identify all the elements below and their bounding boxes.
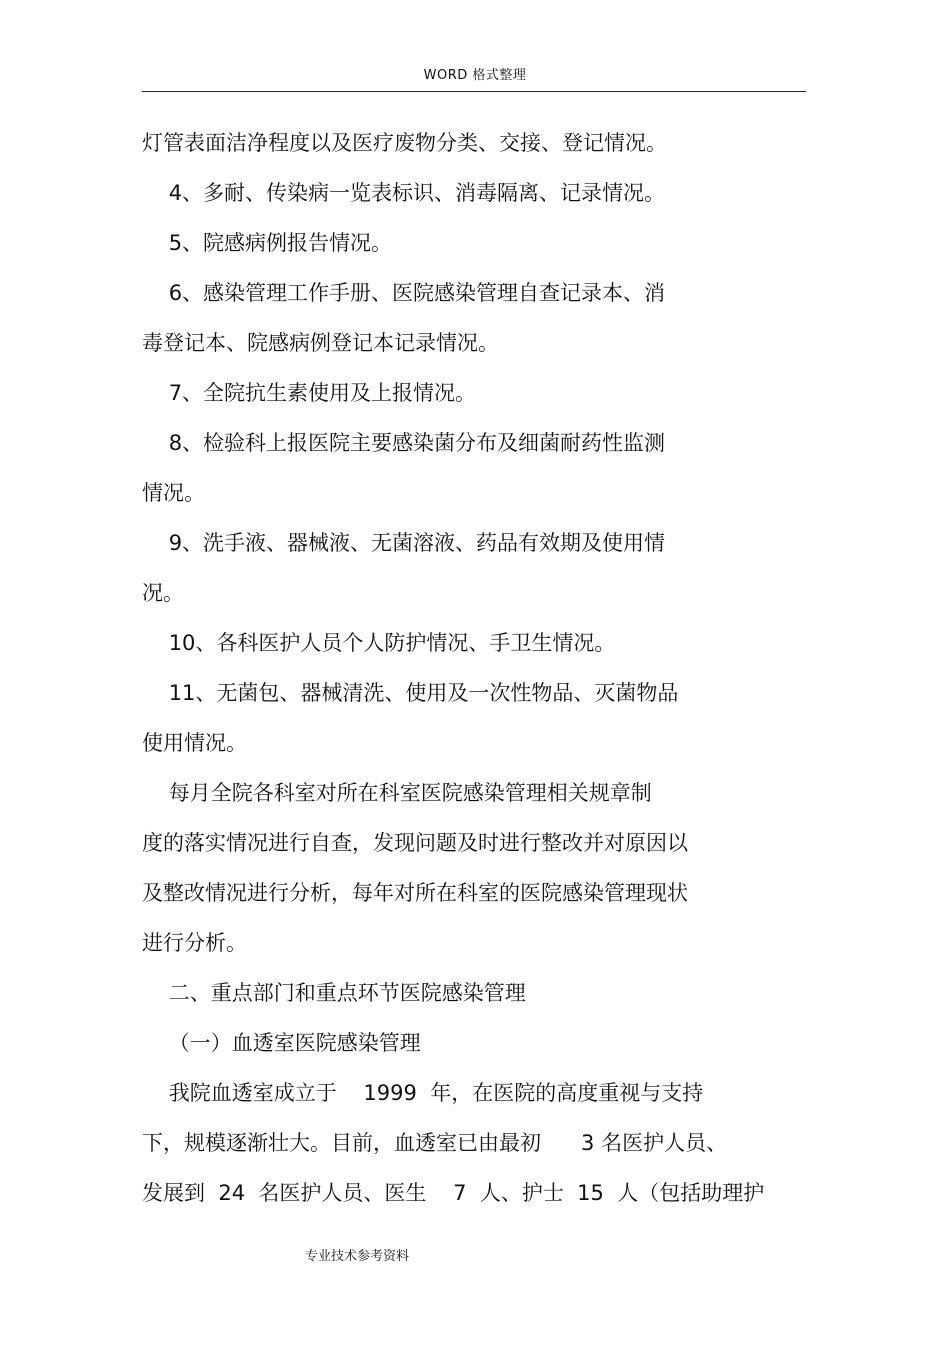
body-line: 7、全院抗生素使用及上报情况。 [142,381,477,405]
body-line: 6、感染管理工作手册、医院感染管理自查记录本、消 [142,281,666,305]
subsection-heading: （一）血透室医院感染管理 [142,1031,421,1055]
body-line: 使用情况。 [142,731,247,755]
page-header: WORD 格式整理 [423,68,527,83]
body-line: 我院血透室成立于 1999 年，在医院的高度重视与支持 [142,1081,704,1105]
body-line: 8、检验科上报医院主要感染菌分布及细菌耐药性监测 [142,431,666,455]
body-line: 毒登记本、院感病例登记本记录情况。 [142,331,499,355]
body-line: 10、各科医护人员个人防护情况、手卫生情况。 [142,631,616,655]
body-line: 及整改情况进行分析，每年对所在科室的医院感染管理现状 [142,881,688,905]
header-divider [142,91,806,92]
body-line: 度的落实情况进行自查，发现问题及时进行整改并对原因以 [142,831,688,855]
section-heading: 二、重点部门和重点环节医院感染管理 [142,981,526,1005]
body-line: 况。 [142,581,184,605]
body-line: 下，规模逐渐壮大。目前，血透室已由最初 3 名医护人员、 [142,1131,728,1155]
body-line: 5、院感病例报告情况。 [142,231,393,255]
body-line: 情况。 [142,481,205,505]
body-line: 进行分析。 [142,931,247,955]
body-line: 9、洗手液、器械液、无菌溶液、药品有效期及使用情 [142,531,666,555]
body-line: 每月全院各科室对所在科室医院感染管理相关规章制 [142,781,652,805]
body-line: 灯管表面洁净程度以及医疗废物分类、交接、登记情况。 [142,131,667,155]
body-line: 11、无菌包、器械清洗、使用及一次性物品、灭菌物品 [142,681,679,705]
body-line: 4、多耐、传染病一览表标识、消毒隔离、记录情况。 [142,181,666,205]
page-footer: 专业技术参考资料 [305,1249,410,1264]
body-line: 发展到 24 名医护人员、医生 7 人、护士 15 人（包括助理护 [142,1181,765,1205]
